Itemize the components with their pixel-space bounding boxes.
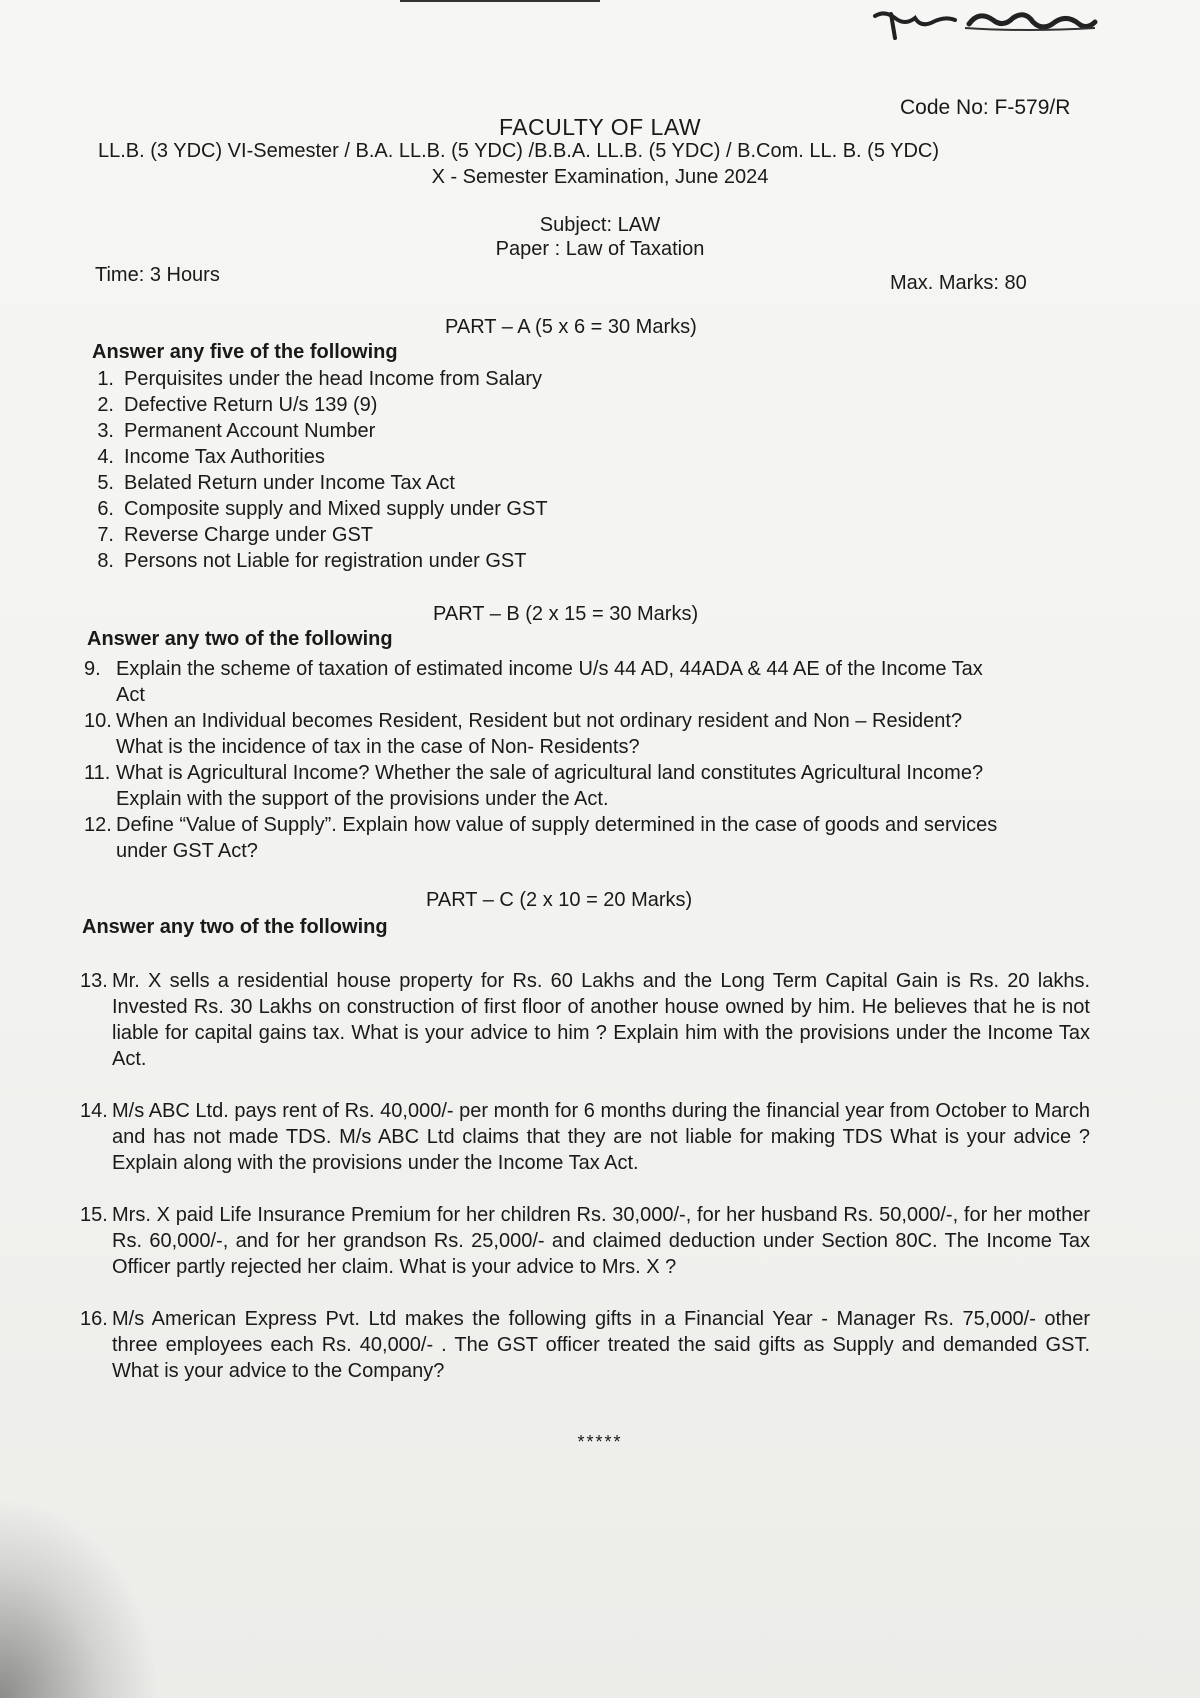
question-number: 3. <box>97 420 114 442</box>
programme-line-2: X - Semester Examination, June 2024 <box>431 166 769 188</box>
question-number: 10. <box>84 710 112 732</box>
part-c-question-list <box>80 968 1090 1384</box>
question-item <box>80 1306 1090 1384</box>
question-item <box>80 444 548 470</box>
code-number: Code No: F-579/R <box>900 96 1071 119</box>
question-text: Define “Value of Supply”. Explain how value of supply determined in the case of goods and services under GST Act? <box>116 814 998 862</box>
question-item <box>84 760 1004 812</box>
question-number: 2. <box>97 394 114 416</box>
top-edge-line <box>400 0 600 2</box>
question-text: Income Tax Authorities <box>124 446 325 468</box>
question-item <box>80 496 548 522</box>
question-number: 13. <box>80 970 108 992</box>
question-text: Explain the scheme of taxation of estimated income U/s 44 AD, 44ADA & 44 AE of the Income Tax Act <box>116 658 983 706</box>
question-text: What is Agricultural Income? Whether the sale of agricultural land constitutes Agricultural Income? Explain with the support of the provisions under the Act. <box>116 762 984 810</box>
question-item <box>84 812 1004 864</box>
handwritten-signature-icon <box>865 6 1105 46</box>
question-item <box>80 1098 1090 1176</box>
part-b-question-list <box>84 656 1004 864</box>
question-number: 11. <box>84 762 111 784</box>
question-number: 14. <box>80 1100 108 1122</box>
question-number: 4. <box>97 446 114 468</box>
programme-line-1: LL.B. (3 YDC) VI-Semester / B.A. LL.B. (5 YDC) /B.B.A. LL.B. (5 YDC) / B.Com. LL. B. (5 YDC) <box>98 140 940 162</box>
faculty-title: FACULTY OF LAW <box>498 114 702 140</box>
question-item <box>80 392 548 418</box>
part-c-heading: PART – C (2 x 10 = 20 Marks) <box>426 889 693 911</box>
question-text: Composite supply and Mixed supply under GST <box>124 498 548 520</box>
question-item <box>80 366 548 392</box>
scan-shadow <box>0 1498 160 1698</box>
max-marks: Max. Marks: 80 <box>890 272 1027 294</box>
question-item <box>80 418 548 444</box>
question-number: 5. <box>97 472 114 494</box>
subject-line: Subject: LAW <box>539 214 661 236</box>
question-number: 6. <box>97 498 114 520</box>
question-text: When an Individual becomes Resident, Resident but not ordinary resident and Non – Resident? What is the incidence of tax in the case of Non- Residents? <box>116 710 963 758</box>
question-item <box>80 968 1090 1072</box>
question-item <box>80 1202 1090 1280</box>
question-text: Mr. X sells a residential house property for Rs. 60 Lakhs and the Long Term Capital Gain is Rs. 20 lakhs. Invested Rs. 30 Lakhs on construction of first floor of another house owned by him. He believes that he is not liable for capital gains tax. What is your advice to him ? Explain him with the provisions under the Income Tax Act. <box>112 970 1090 1070</box>
question-item <box>80 470 548 496</box>
part-b-instruction: Answer any two of the following <box>87 628 393 650</box>
question-number: 8. <box>97 550 114 572</box>
part-a-question-list <box>80 366 548 574</box>
question-text: M/s American Express Pvt. Ltd makes the following gifts in a Financial Year - Manager Rs. 75,000/- other three employees each Rs. 40,000/- . The GST officer treated the said gifts as Supply and demanded GST. What is your advice to the Company? <box>112 1308 1090 1382</box>
question-number: 15. <box>80 1204 108 1226</box>
question-number: 7. <box>97 524 114 546</box>
time-allowed: Time: 3 Hours <box>95 264 220 286</box>
question-text: Defective Return U/s 139 (9) <box>124 394 378 416</box>
question-number: 9. <box>84 658 101 680</box>
question-text: Mrs. X paid Life Insurance Premium for her children Rs. 30,000/-, for her husband Rs. 50,000/-, for her mother Rs. 60,000/-, and for her grandson Rs. 25,000/- and claimed deduction under Section 80C. The Income Tax Officer partly rejected her claim. What is your advice to Mrs. X ? <box>112 1204 1090 1278</box>
question-item <box>84 708 1004 760</box>
question-text: Persons not Liable for registration under GST <box>124 550 527 572</box>
question-text: Perquisites under the head Income from Salary <box>124 368 542 390</box>
question-number: 1. <box>97 368 114 390</box>
question-item <box>84 656 1004 708</box>
question-item <box>80 522 548 548</box>
part-b-heading: PART – B (2 x 15 = 30 Marks) <box>433 603 699 625</box>
question-text: Permanent Account Number <box>124 420 376 442</box>
question-number: 12. <box>84 814 112 836</box>
question-item <box>80 548 548 574</box>
part-a-heading: PART – A (5 x 6 = 30 Marks) <box>445 316 697 338</box>
question-number: 16. <box>80 1308 108 1330</box>
end-of-paper-mark: ***** <box>577 1432 623 1452</box>
question-text: M/s ABC Ltd. pays rent of Rs. 40,000/- per month for 6 months during the financial year from October to March and has not made TDS. M/s ABC Ltd claims that they are not liable for making TDS What is your advice ? Explain along with the provisions under the Income Tax Act. <box>112 1100 1090 1174</box>
part-c-instruction: Answer any two of the following <box>82 916 388 938</box>
part-a-instruction: Answer any five of the following <box>92 341 398 363</box>
paper-line: Paper : Law of Taxation <box>495 238 705 260</box>
question-text: Belated Return under Income Tax Act <box>124 472 455 494</box>
question-text: Reverse Charge under GST <box>124 524 374 546</box>
